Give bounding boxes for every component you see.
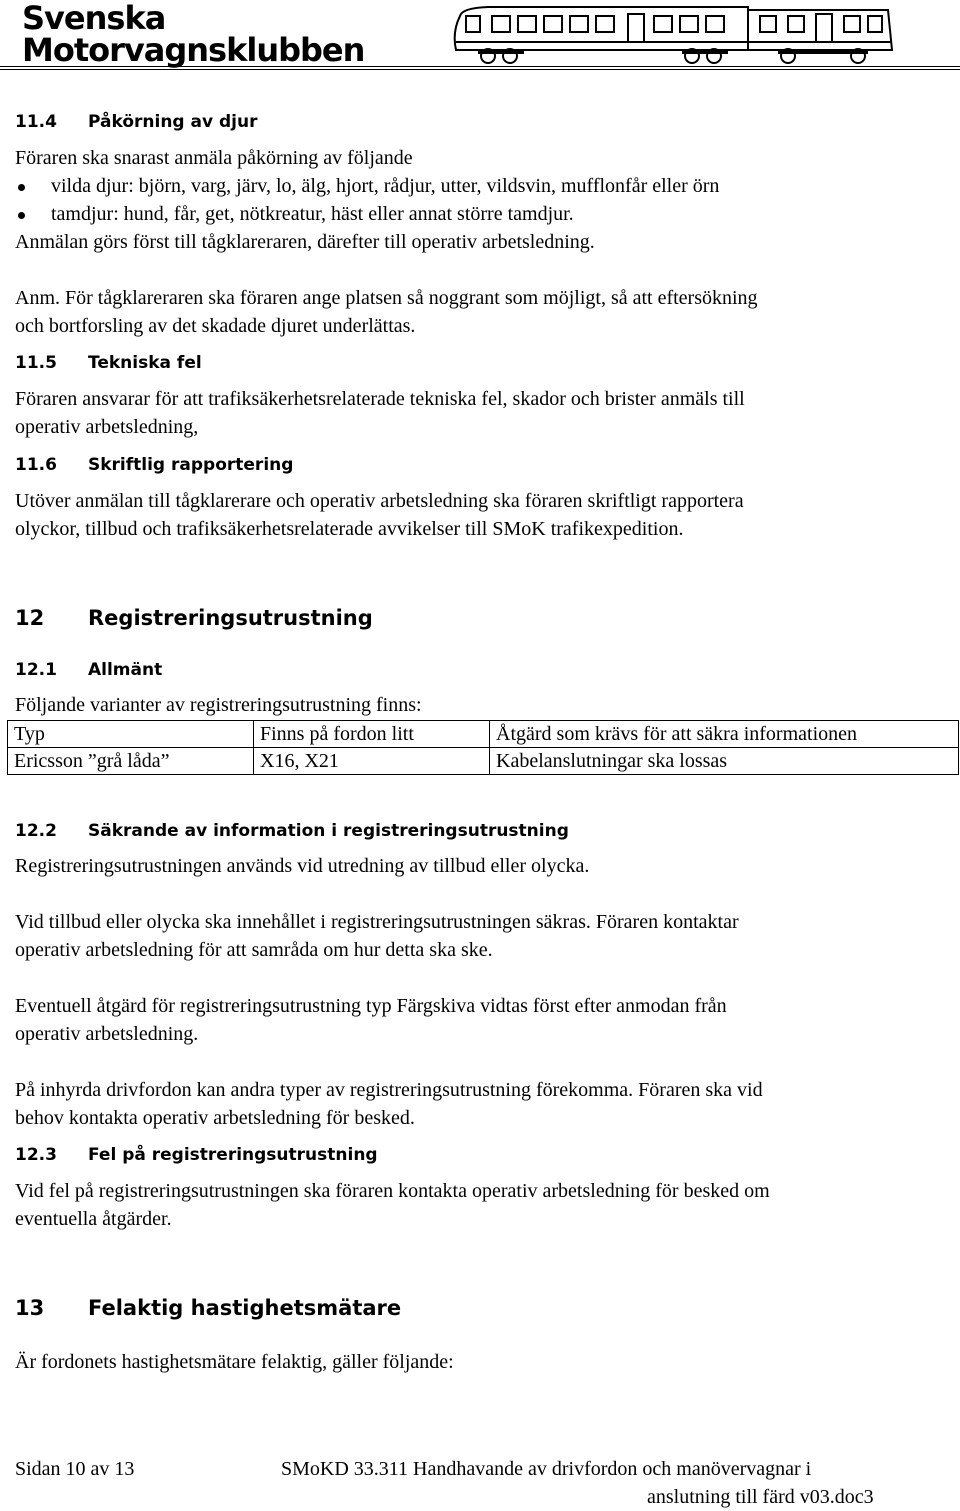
list-item-text: tamdjur: hund, får, get, nötkreatur, häst eller annat större tamdjur. <box>51 203 574 225</box>
paragraph: Registreringsutrustningen används vid utredning av tillbud eller olycka. <box>15 855 590 877</box>
footer-document-name-2: anslutning till färd v03.doc3 <box>647 1486 874 1508</box>
section-title: Säkrande av information i registreringsutrustning <box>88 821 569 841</box>
paragraph: Föraren ska snarast anmäla påkörning av följande <box>15 147 413 169</box>
heading-13 <box>15 1296 401 1320</box>
paragraph: Anmälan görs först till tågklareraren, därefter till operativ arbetsledning. <box>15 231 595 253</box>
note-line: Anm. För tågklareraren ska föraren ange platsen så noggrant som möjligt, så att eftersökning <box>15 287 758 309</box>
registration-equipment-table <box>7 720 959 775</box>
paragraph: Utöver anmälan till tågklarerare och operativ arbetsledning ska föraren skriftligt rapportera <box>15 490 744 512</box>
heading-11-4 <box>15 112 257 132</box>
footer-document-name: SMoKD 33.311 Handhavande av drivfordon och manövervagnar i <box>281 1458 812 1480</box>
bullet-icon <box>18 184 25 191</box>
note-line: och bortforsling av det skadade djuret underlättas. <box>15 315 416 337</box>
logo-line-1: Svenska <box>22 0 166 37</box>
table-cell: Ericsson ”grå låda” <box>8 748 254 775</box>
paragraph: operativ arbetsledning, <box>15 416 199 438</box>
paragraph: eventuella åtgärder. <box>15 1208 172 1230</box>
list-item-text: vilda djur: björn, varg, järv, lo, älg, hjort, rådjur, utter, vildsvin, mufflonfår eller örn <box>51 175 720 197</box>
section-number: 12.2 <box>15 821 57 841</box>
paragraph: operativ arbetsledning. <box>15 1023 199 1045</box>
heading-12 <box>15 606 373 630</box>
paragraph: På inhyrda drivfordon kan andra typer av registreringsutrustning förekomma. Föraren ska vid <box>15 1079 763 1101</box>
heading-11-5 <box>15 353 202 373</box>
section-title: Påkörning av djur <box>88 112 258 132</box>
table-header-cell: Typ <box>8 721 254 748</box>
heading-11-6 <box>15 455 293 475</box>
paragraph: Eventuell åtgärd för registreringsutrustning typ Färgskiva vidtas först efter anmodan från <box>15 995 727 1017</box>
table-cell: Kabelanslutningar ska lossas <box>490 748 959 775</box>
paragraph: Föraren ansvarar för att trafiksäkerhetsrelaterade tekniska fel, skador och brister anmäls till <box>15 388 745 410</box>
table-cell: X16, X21 <box>254 748 490 775</box>
paragraph: behov kontakta operativ arbetsledning för besked. <box>15 1107 415 1129</box>
paragraph: olyckor, tillbud och trafiksäkerhetsrelaterade avvikelser till SMoK trafikexpedition. <box>15 518 684 540</box>
railcar-illustration <box>448 2 900 66</box>
table-header-cell: Finns på fordon litt <box>254 721 490 748</box>
section-number: 12.3 <box>15 1145 57 1165</box>
section-number: 12.1 <box>15 660 57 680</box>
section-title: Felaktig hastighetsmätare <box>88 1296 402 1320</box>
section-number: 11.5 <box>15 353 57 373</box>
section-title: Allmänt <box>88 660 163 680</box>
table-row <box>8 748 959 775</box>
paragraph: Är fordonets hastighetsmätare felaktig, gäller följande: <box>15 1351 454 1373</box>
logo-line-2: Motorvagnsklubben <box>22 31 365 69</box>
section-title: Registreringsutrustning <box>88 606 373 630</box>
section-title: Tekniska fel <box>88 353 202 373</box>
section-number: 11.4 <box>15 112 57 132</box>
page-number: Sidan 10 av 13 <box>15 1458 135 1480</box>
section-number: 11.6 <box>15 455 57 475</box>
table-header-row <box>8 721 959 748</box>
paragraph: Vid fel på registreringsutrustningen ska föraren kontakta operativ arbetsledning för besked om <box>15 1180 770 1202</box>
bullet-icon <box>18 212 25 219</box>
heading-12-1 <box>15 660 162 680</box>
section-number: 13 <box>15 1296 45 1320</box>
section-title: Skriftlig rapportering <box>88 455 294 475</box>
section-number: 12 <box>15 606 45 630</box>
club-logo <box>22 2 432 68</box>
paragraph: Vid tillbud eller olycka ska innehållet i registreringsutrustningen säkras. Föraren kontaktar <box>15 911 739 933</box>
paragraph: operativ arbetsledning för att samråda om hur detta ska ske. <box>15 939 493 961</box>
table-header-cell: Åtgärd som krävs för att säkra informationen <box>490 721 959 748</box>
heading-12-2 <box>15 821 569 841</box>
section-title: Fel på registreringsutrustning <box>88 1145 378 1165</box>
paragraph: Följande varianter av registreringsutrustning finns: <box>15 694 422 716</box>
heading-12-3 <box>15 1145 378 1165</box>
header-rule <box>0 66 960 67</box>
header-rule-2 <box>0 69 960 70</box>
